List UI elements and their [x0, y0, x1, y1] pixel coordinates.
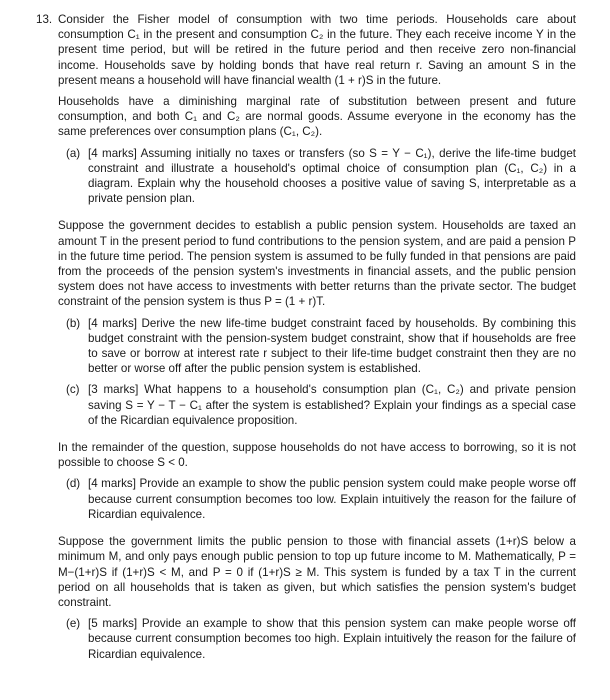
public-pension-paragraph: Suppose the government decides to establish a public pension system. Households are taxed an amount T in the present period to fund contributions to the pension system, and are paid a pension P in the future time period. The pension system is assumed to be fully funded in that pensions are paid from the proceeds of the pension system's investments in financial assets, and the public pension system does not have access to investments with better returns than the private sector. The budget constraint of the pension system is thus P = (1 + r)T. [58, 219, 576, 309]
part-a-text: [4 marks] Assuming initially no taxes or transfers (so S = Y − C₁), derive the life-time budget constraint and illustrate a household's optimal choice of consumption plan (C₁, C₂) in a diagram. Explain why the household chooses a positive value of saving S, interpretable as a private pension plan. [88, 146, 576, 206]
part-a [58, 146, 576, 207]
limited-pension-paragraph: Suppose the government limits the public pension to those with financial assets (1+r)S below a minimum M, and only pays enough public pension to top up future income to M. Mathematically, P = M−(1+r)S if (1+r)S < M, and P = 0 if (1+r)S ≥ M. This system is funded by a tax T in the current period on all households that is taken as given, but which satisfies the pension system's budget constraint. [58, 535, 576, 609]
question-intro: Consider the Fisher model of consumption with two time periods. Households care about consumption C₁ in the present and consumption C₂ in the future. They each receive income Y in the present time period, but will be retired in the future period and then receive zero non-financial income. Households save by holding bonds that have real return r. Saving an amount S in the present means a household will have financial wealth (1 + r)S in the future. [58, 13, 576, 87]
question-number: 13. [36, 13, 53, 26]
part-b-text: [4 marks] Derive the new life-time budget constraint faced by households. By combining this budget constraint with the pension-system budget constraint, show that if households are free to save or borrow at interest rate r subject to their life-time budget constraint then they are no better or worse off after the public pension system is established. [88, 316, 576, 376]
part-d-label: (d) [66, 477, 81, 491]
part-a-label: (a) [66, 146, 81, 160]
part-b-label: (b) [66, 316, 81, 330]
part-d [58, 476, 576, 522]
part-e [58, 616, 576, 662]
part-c-label: (c) [66, 383, 80, 397]
no-borrowing-paragraph: In the remainder of the question, suppose households do not have access to borrowing, so it is not possible to choose S < 0. [58, 441, 576, 470]
part-c-text: [3 marks] What happens to a household's consumption plan (C₁, C₂) and private pension saving S = Y − T − C₁ after the system is established? Explain your findings as a special case of the Ricardian equivalence proposition. [88, 383, 576, 427]
part-b [58, 316, 576, 377]
part-d-text: [4 marks] Provide an example to show the public pension system could make people worse off because current consumption becomes too low. Explain intuitively the reason for the failure of Ricardian equivalence. [88, 477, 576, 521]
part-e-label: (e) [66, 617, 81, 631]
part-c [58, 382, 576, 428]
preferences-paragraph: Households have a diminishing marginal rate of substitution between present and future consumption, and both C₁ and C₂ are normal goods. Assume everyone in the economy has the same preferences over consumption plans (C₁, C₂). [58, 95, 576, 139]
part-e-text: [5 marks] Provide an example to show that this pension system can make people worse off because current consumption becomes too high. Explain intuitively the reason for the failure of Ricardian equivalence. [88, 617, 576, 661]
